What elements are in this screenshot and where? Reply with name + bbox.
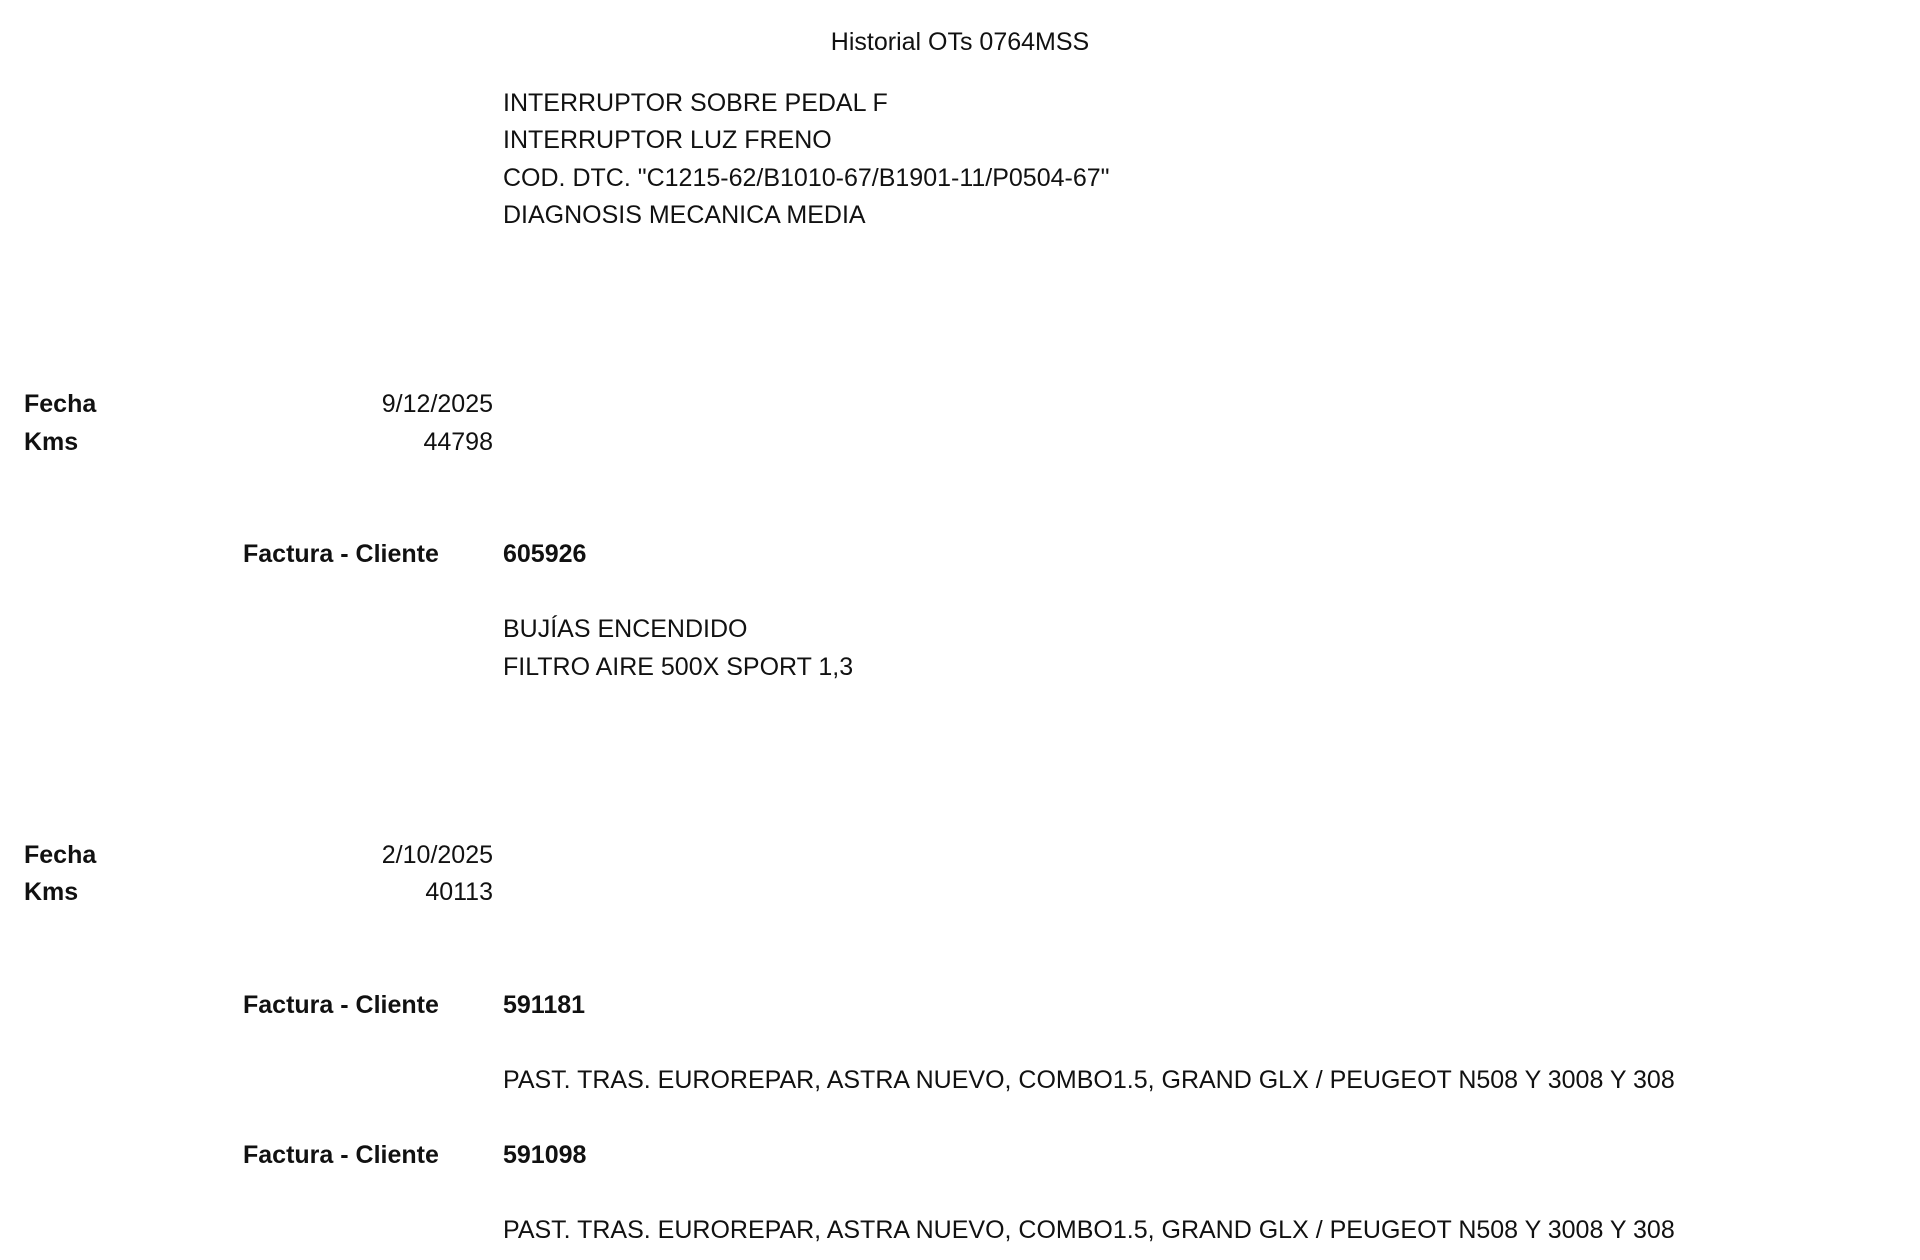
fecha-value: 2/10/2025 (381, 841, 493, 869)
invoice-line: FILTRO AIRE 500X SPORT 1,3 (503, 653, 854, 681)
factura-cliente-label: Factura - Cliente (243, 540, 439, 568)
factura-cliente-label: Factura - Cliente (243, 991, 439, 1019)
kms-value: 44798 (423, 428, 493, 456)
fecha-label: Fecha (24, 841, 97, 869)
kms-value: 40113 (425, 878, 493, 906)
invoice-line: BUJÍAS ENCENDIDO (503, 615, 748, 643)
fecha-value: 9/12/2025 (381, 390, 493, 418)
invoice-line: PAST. TRAS. EUROREPAR, ASTRA NUEVO, COMBO1.5, GRAND GLX / PEUGEOT N508 Y 3008 Y 308 (503, 1216, 1675, 1244)
invoice-line: PAST. TRAS. EUROREPAR, ASTRA NUEVO, COMBO1.5, GRAND GLX / PEUGEOT N508 Y 3008 Y 308 (503, 1066, 1675, 1094)
kms-label: Kms (24, 878, 79, 906)
kms-label: Kms (24, 428, 79, 456)
invoice-number: 605926 (503, 540, 587, 568)
intro-line: DIAGNOSIS MECANICA MEDIA (503, 201, 866, 229)
intro-line: COD. DTC. "C1215-62/B1010-67/B1901-11/P0504-67" (503, 164, 1110, 192)
intro-line: INTERRUPTOR LUZ FRENO (503, 126, 832, 154)
invoice-number: 591098 (503, 1141, 587, 1169)
fecha-label: Fecha (24, 390, 97, 418)
invoice-number: 591181 (503, 991, 586, 1019)
intro-line: INTERRUPTOR SOBRE PEDAL F (503, 89, 888, 117)
page-title: Historial OTs 0764MSS (830, 28, 1090, 56)
factura-cliente-label: Factura - Cliente (243, 1141, 439, 1169)
